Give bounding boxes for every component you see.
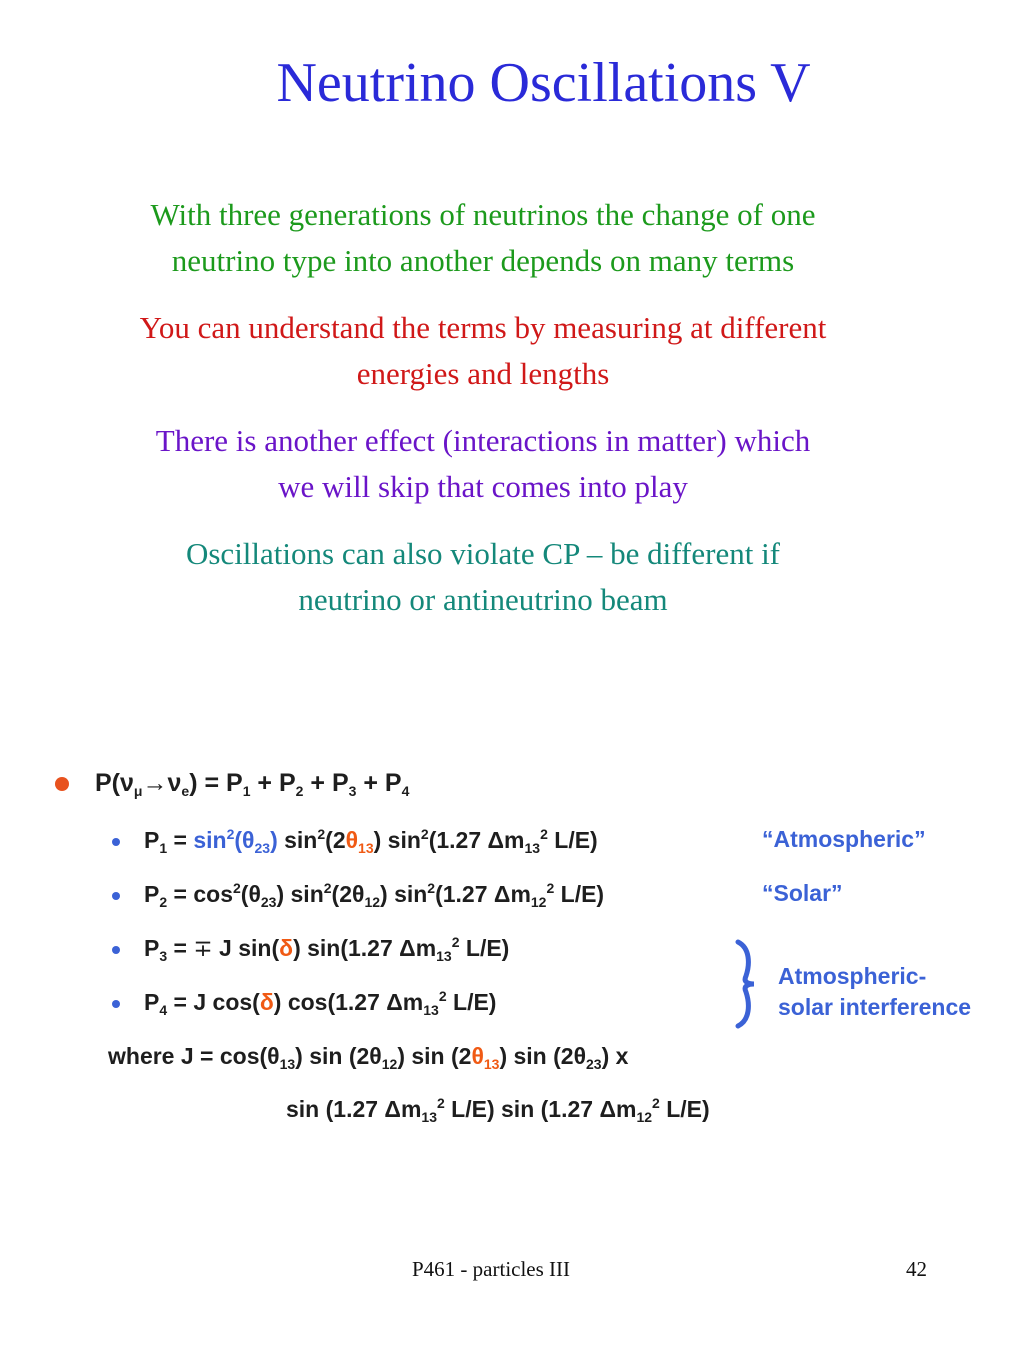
- paragraph-line: There is another effect (interactions in matter) which: [155, 423, 811, 458]
- bullet-icon: [55, 777, 69, 791]
- paragraph-line: energies and lengths: [356, 356, 610, 391]
- paragraph-line: You can understand the terms by measuring at different: [139, 310, 827, 345]
- brace-icon: [728, 938, 764, 1030]
- paragraph-line: we will skip that comes into play: [278, 469, 688, 504]
- paragraph-matter-effect: [0, 418, 966, 510]
- formula-p1: $P_1 = \sin^2(\theta_{23})$ $\sin^2(2\theta_{13})$ $\sin^2(1.27$ $\Delta m_{13}^2$ L/E): [144, 826, 598, 856]
- bullet-icon: [112, 1000, 120, 1008]
- formula-probability: $P(\nu_\mu\to\nu_e) = P_1 + P_2 + P_3 + P_4$: [95, 769, 410, 799]
- slide-title: Neutrino Oscillations V: [276, 52, 811, 114]
- paragraph-line: Oscillations can also violate CP – be different if: [185, 536, 781, 571]
- formula-p3: $P_3$ = ∓ J sin(δ) sin(1.27 $\Delta m_{13}^2$ L/E): [144, 934, 510, 964]
- formula-p4: $P_4 = J$ cos(δ) cos(1.27 $\Delta m_{13}^2$ L/E): [144, 988, 497, 1018]
- label-atmospheric: “Atmospheric”: [762, 826, 926, 852]
- paragraph-measuring: [0, 305, 966, 397]
- paragraph-line: neutrino or antineutrino beam: [298, 582, 668, 617]
- label-interference-line2: solar interference: [778, 994, 972, 1020]
- formula-j-definition: where $J = \cos(\theta_{13})$ $\sin (2\theta_{12})$ $\sin (2\theta_{13})$ $\sin (2\theta_{23})$ x: [108, 1043, 629, 1072]
- paragraph-line: With three generations of neutrinos the change of one: [150, 197, 816, 232]
- paragraph-line: neutrino type into another depends on many terms: [171, 243, 795, 278]
- label-interference-line1: Atmospheric-: [778, 963, 927, 989]
- footer-course: P461 - particles III: [412, 1257, 571, 1281]
- bullet-icon: [112, 838, 120, 846]
- footer-page-number: 42: [906, 1257, 927, 1281]
- paragraph-generations: [0, 192, 966, 284]
- paragraph-cp-violation: [0, 531, 966, 623]
- formula-j-continuation: sin (1.27 $\Delta m_{13}^2$ L/E) sin (1.27 $\Delta m_{12}^2$ L/E): [286, 1095, 710, 1125]
- formula-p2: $P_2 = \cos^2(\theta_{23})$ $\sin^2(2\theta_{12})$ $\sin^2(1.27$ $\Delta m_{12}^2$ L/E): [144, 880, 605, 910]
- label-solar: “Solar”: [762, 880, 843, 906]
- bullet-icon: [112, 892, 120, 900]
- bullet-icon: [112, 946, 120, 954]
